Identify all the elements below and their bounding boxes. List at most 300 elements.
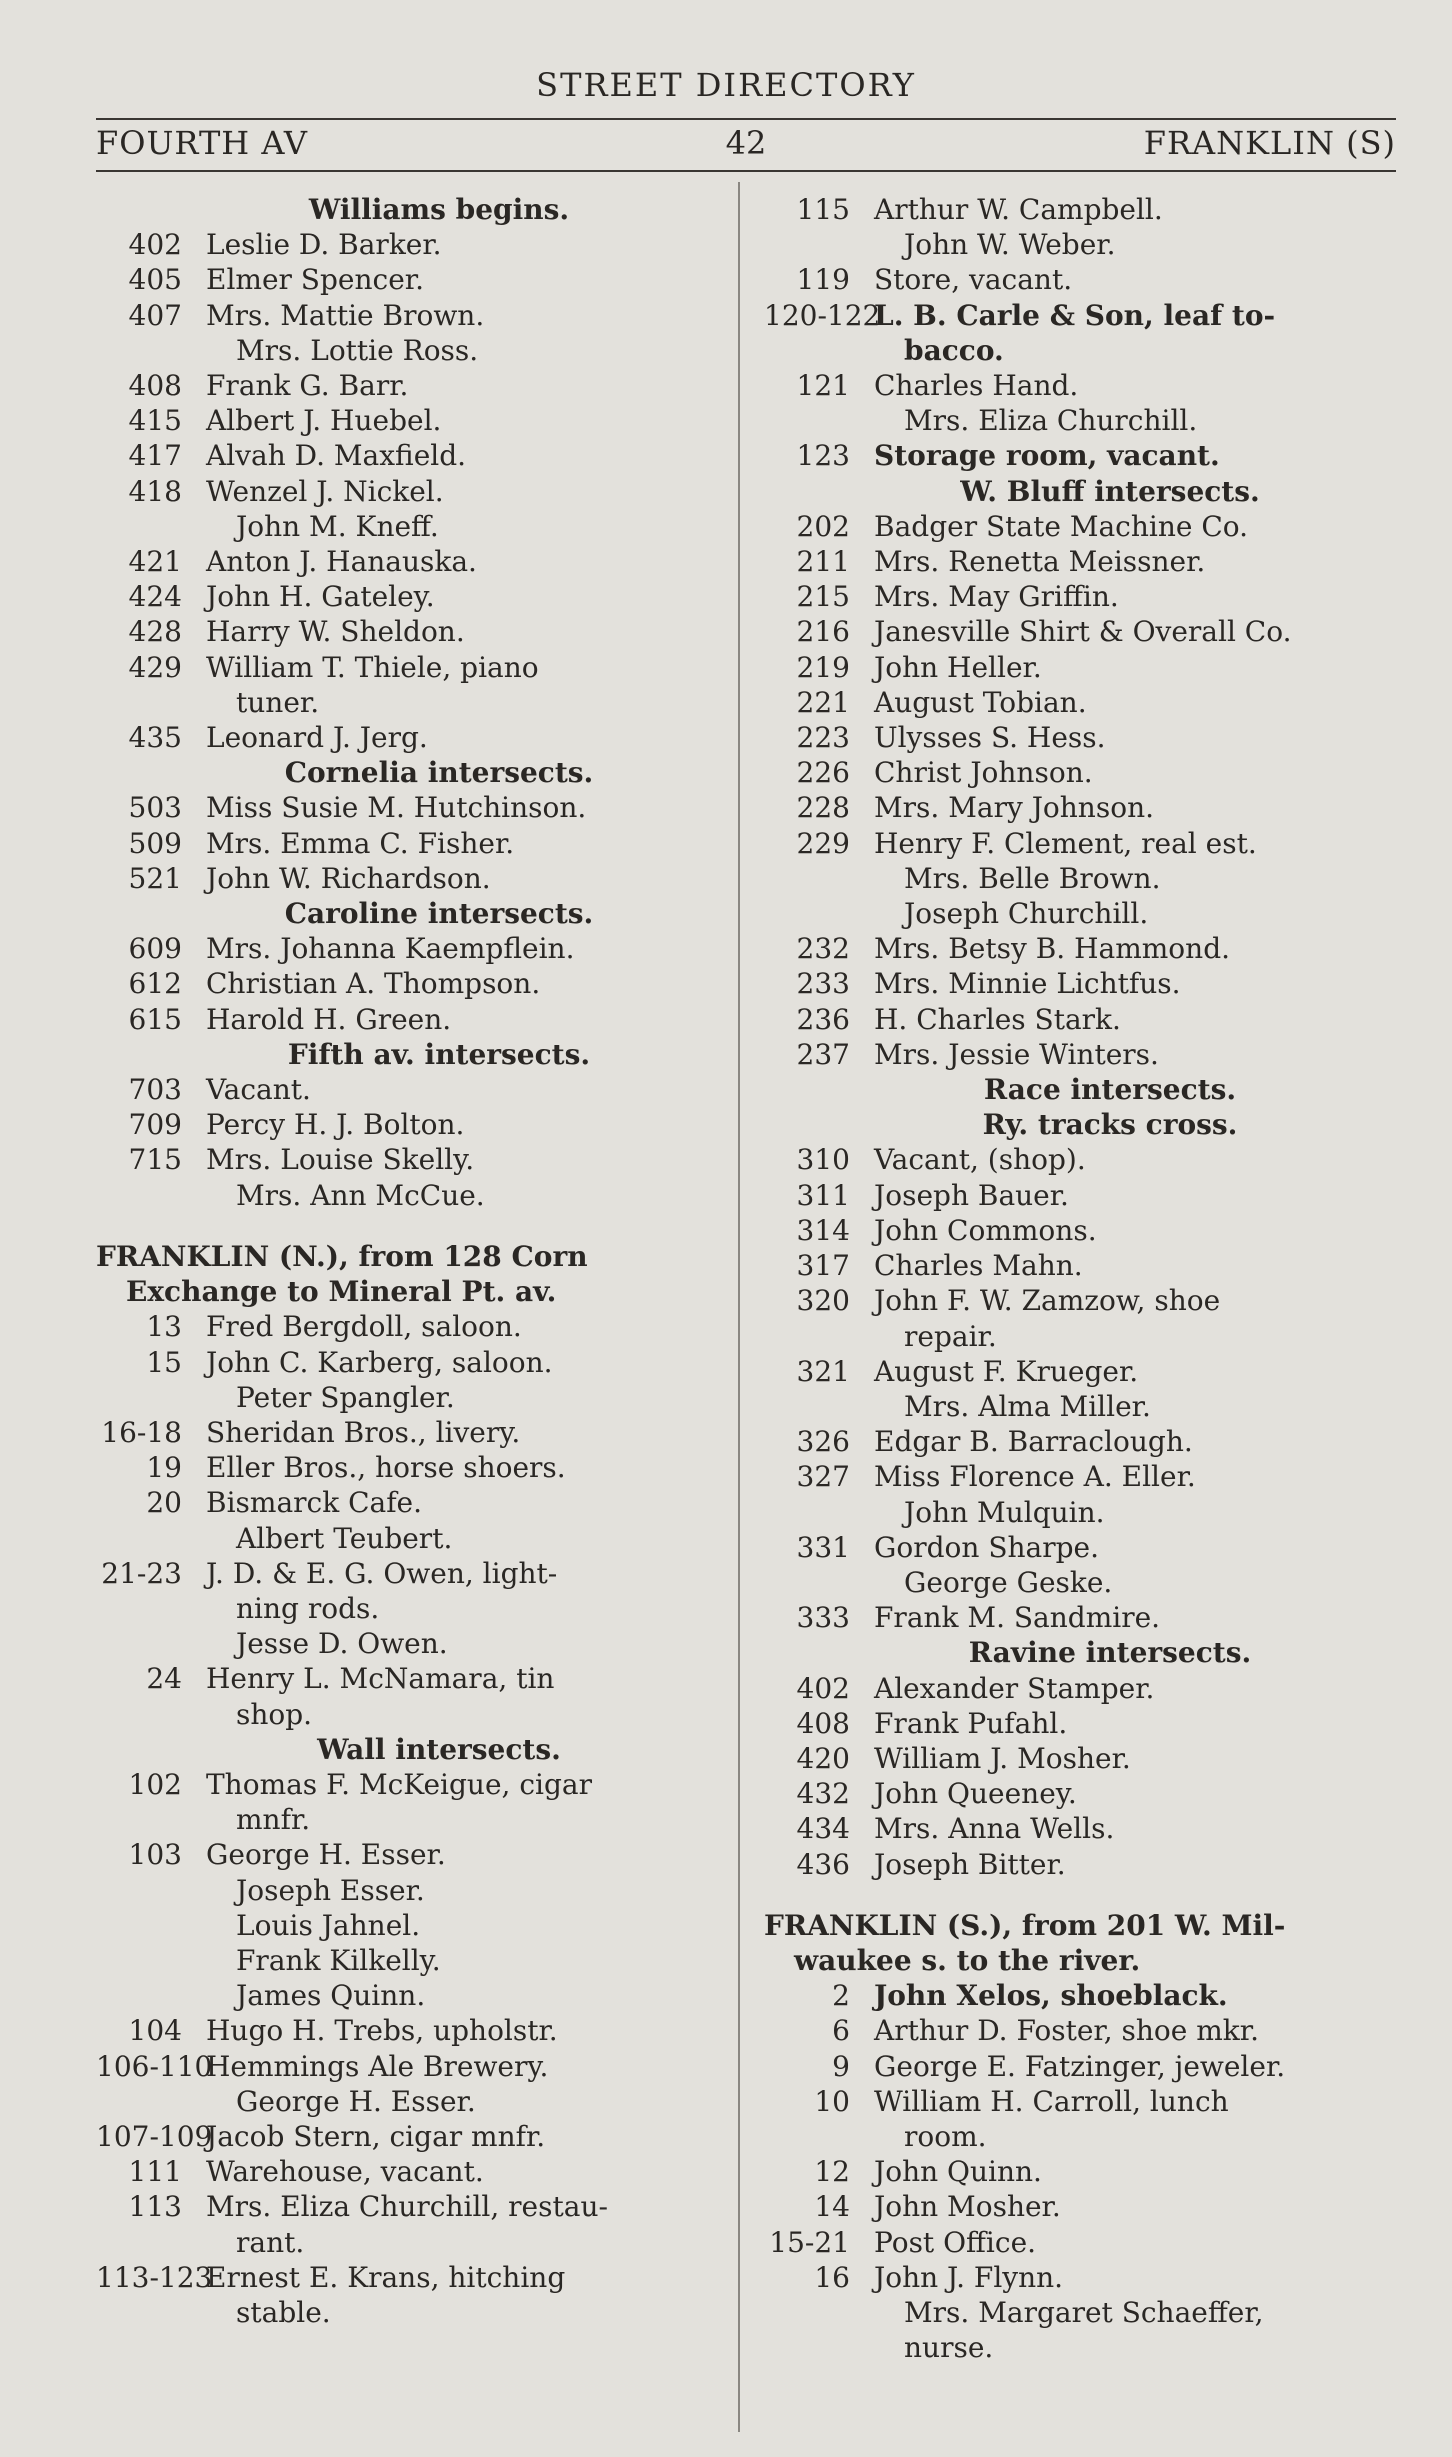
house-number: [96, 1873, 206, 1908]
house-number: [764, 896, 874, 931]
header-right-street: FRANKLIN (S): [1143, 124, 1396, 162]
resident-name: John M. Kneff.: [236, 509, 439, 543]
resident-name: Percy H. J. Bolton.: [206, 1108, 465, 1142]
directory-entry: [764, 790, 1396, 825]
directory-entry: [764, 1495, 1396, 1530]
resident-name: Mrs. Lottie Ross.: [236, 333, 479, 367]
resident-name: Post Office.: [874, 2225, 1037, 2259]
resident-name: Hemmings Ale Brewery.: [206, 2049, 549, 2083]
resident-name: Peter Spangler.: [236, 1380, 455, 1414]
directory-entry: [764, 1706, 1396, 1741]
resident-name: ning rods.: [236, 1591, 380, 1625]
house-number: 435: [128, 721, 182, 755]
resident-name: repair.: [904, 1319, 997, 1353]
directory-entry: [764, 931, 1396, 966]
directory-entry: [96, 720, 722, 755]
resident-name: Ernest E. Krans, hitching: [206, 2260, 566, 2294]
house-number: 320: [796, 1284, 850, 1318]
house-number: [96, 685, 206, 720]
house-number: 615: [128, 1002, 182, 1036]
resident-name: Henry L. McNamara, tin: [206, 1662, 555, 1696]
resident-name: Albert Teubert.: [236, 1521, 453, 1555]
intersection-heading: Wall intersects.: [317, 1732, 561, 1766]
directory-entry: [96, 1002, 722, 1037]
house-number: 12: [814, 2155, 850, 2189]
house-number: 521: [128, 861, 182, 895]
directory-entry: [96, 298, 722, 333]
house-number: 221: [796, 685, 850, 719]
directory-entry: [96, 1697, 722, 1732]
house-number: 233: [796, 967, 850, 1001]
resident-name: Joseph Churchill.: [904, 897, 1149, 931]
intersection-heading: Ravine intersects.: [968, 1636, 1252, 1670]
house-number: [96, 1943, 206, 1978]
directory-entry: [764, 2330, 1396, 2365]
resident-name: nurse.: [904, 2331, 994, 2365]
resident-name: Mrs. Alma Miller.: [904, 1389, 1151, 1423]
house-number: 226: [796, 756, 850, 790]
directory-entry: [764, 1389, 1396, 1424]
running-header: [96, 124, 1396, 168]
house-number: 429: [128, 650, 182, 684]
resident-name: John Mosher.: [874, 2190, 1061, 2224]
house-number: [96, 1978, 206, 2013]
house-number: 428: [128, 615, 182, 649]
house-number: [764, 861, 874, 896]
directory-entry: [764, 1741, 1396, 1776]
directory-entry: [764, 861, 1396, 896]
house-number: [764, 1319, 874, 1354]
house-number: [96, 1626, 206, 1661]
directory-entry: [96, 227, 722, 262]
directory-entry: [764, 2154, 1396, 2189]
house-number: [96, 2084, 206, 2119]
resident-name: Gordon Sharpe.: [874, 1530, 1100, 1564]
left-column: [96, 192, 722, 2330]
directory-entry: [96, 1908, 722, 1943]
directory-entry: [96, 509, 722, 544]
resident-name: L. B. Carle & Son, leaf to-: [874, 298, 1276, 332]
resident-name: August Tobian.: [874, 685, 1087, 719]
resident-name: William T. Thiele, piano: [206, 650, 539, 684]
directory-entry: [764, 2225, 1396, 2260]
house-number: 503: [128, 791, 182, 825]
directory-entry: [96, 826, 722, 861]
resident-name: John F. W. Zamzow, shoe: [874, 1284, 1221, 1318]
house-number: 119: [796, 263, 850, 297]
header-rule-top: [96, 118, 1396, 120]
resident-name: Vacant.: [206, 1073, 311, 1107]
directory-entry: [96, 1767, 722, 1802]
directory-entry: [764, 1424, 1396, 1459]
directory-entry: [96, 2119, 722, 2154]
directory-entry: [764, 579, 1396, 614]
directory-entry: [96, 966, 722, 1001]
header-rule-bottom: [96, 170, 1396, 172]
house-number: 104: [128, 2014, 182, 2048]
directory-entry: [96, 1943, 722, 1978]
resident-name: John W. Richardson.: [206, 861, 491, 895]
house-number: 15: [146, 1345, 182, 1379]
resident-name: Hugo H. Trebs, upholstr.: [206, 2014, 558, 2048]
directory-entry: [96, 1345, 722, 1380]
house-number: [96, 1178, 206, 1213]
directory-entry: [96, 2260, 722, 2295]
resident-name: George H. Esser.: [206, 1838, 446, 1872]
directory-entry: [96, 2013, 722, 2048]
house-number: 111: [128, 2155, 182, 2189]
house-number: 223: [796, 721, 850, 755]
intersection-heading: W. Bluff intersects.: [960, 474, 1260, 508]
house-number: 107-109: [96, 2119, 213, 2153]
resident-name: Mrs. Renetta Meissner.: [874, 545, 1206, 579]
house-number: 229: [796, 826, 850, 860]
resident-name: Wenzel J. Nickel.: [206, 474, 444, 508]
house-number: 509: [128, 826, 182, 860]
intersection-heading: Cornelia intersects.: [284, 756, 594, 790]
house-number: 434: [796, 1812, 850, 1846]
house-number: 16-18: [101, 1415, 182, 1449]
directory-entry: [96, 1661, 722, 1696]
directory-entry: [764, 2260, 1396, 2295]
directory-entry: [764, 2084, 1396, 2119]
directory-entry: [96, 2189, 722, 2224]
directory-entry: [764, 650, 1396, 685]
house-number: 219: [796, 650, 850, 684]
house-number: [96, 2225, 206, 2260]
resident-name: Harry W. Sheldon.: [206, 615, 465, 649]
directory-entry: [96, 2049, 722, 2084]
directory-entry: [96, 650, 722, 685]
intersection-heading: Fifth av. intersects.: [287, 1037, 591, 1071]
house-number: [96, 1908, 206, 1943]
directory-entry: [764, 2013, 1396, 2048]
house-number: 20: [146, 1486, 182, 1520]
house-number: 327: [796, 1460, 850, 1494]
house-number: 113-123: [96, 2260, 213, 2294]
directory-entry: [764, 1978, 1396, 2013]
house-number: 424: [128, 580, 182, 614]
resident-name: Eller Bros., horse shoers.: [206, 1451, 566, 1485]
resident-name: Leonard J. Jerg.: [206, 721, 428, 755]
house-number: 317: [796, 1249, 850, 1283]
house-number: 314: [796, 1213, 850, 1247]
house-number: [764, 2295, 874, 2330]
resident-name: Mrs. Johanna Kaempflein.: [206, 932, 575, 966]
directory-entry: [96, 262, 722, 297]
house-number: 123: [796, 439, 850, 473]
resident-name: Joseph Esser.: [236, 1873, 425, 1907]
house-number: [96, 1697, 206, 1732]
house-number: 703: [128, 1073, 182, 1107]
resident-name: Janesville Shirt & Overall Co.: [874, 615, 1292, 649]
resident-name: Frank G. Barr.: [206, 369, 409, 403]
resident-name: Miss Florence A. Eller.: [874, 1460, 1196, 1494]
directory-entry: [96, 1485, 722, 1520]
house-number: 216: [796, 615, 850, 649]
resident-name: shop.: [236, 1697, 313, 1731]
resident-name: August F. Krueger.: [874, 1354, 1139, 1388]
directory-entry: [96, 2154, 722, 2189]
resident-name: Fred Bergdoll, saloon.: [206, 1310, 522, 1344]
resident-name: Mrs. Ann McCue.: [236, 1178, 485, 1212]
directory-entry: [96, 1142, 722, 1177]
resident-name: Edgar B. Barraclough.: [874, 1425, 1193, 1459]
directory-entry: [764, 1248, 1396, 1283]
right-column: [764, 192, 1396, 2365]
house-number: 612: [128, 967, 182, 1001]
resident-name: William H. Carroll, lunch: [874, 2084, 1229, 2118]
directory-entry: [96, 333, 722, 368]
resident-name: Frank Kilkelly.: [236, 1943, 441, 1977]
directory-entry: [96, 1380, 722, 1415]
resident-name: Mrs. Eliza Churchill, restau-: [206, 2190, 608, 2224]
resident-name: H. Charles Stark.: [874, 1002, 1121, 1036]
resident-name: John Xelos, shoeblack.: [874, 1979, 1228, 2013]
directory-entry: [764, 333, 1396, 368]
intersection-heading: Ry. tracks cross.: [982, 1108, 1238, 1142]
directory-entry: [764, 1459, 1396, 1494]
directory-entry: [764, 1530, 1396, 1565]
street-heading: [96, 1239, 722, 1309]
directory-entry: [764, 1002, 1396, 1037]
resident-name: Mrs. Margaret Schaeffer,: [904, 2295, 1264, 2329]
directory-entry: [764, 1847, 1396, 1882]
house-number: 609: [128, 932, 182, 966]
resident-name: room.: [904, 2119, 987, 2153]
house-number: 19: [146, 1451, 182, 1485]
house-number: [96, 509, 206, 544]
directory-entry: [96, 1591, 722, 1626]
directory-entry: [764, 544, 1396, 579]
directory-entry: [96, 1626, 722, 1661]
house-number: 10: [814, 2084, 850, 2118]
street-heading-line: Exchange to Mineral Pt. av.: [126, 1275, 557, 1309]
house-number: [764, 2330, 874, 2365]
house-number: [764, 333, 874, 368]
resident-name: Miss Susie M. Hutchinson.: [206, 791, 587, 825]
house-number: 9: [832, 2049, 850, 2083]
directory-entry: [96, 1415, 722, 1450]
directory-entry: [764, 966, 1396, 1001]
resident-name: Mrs. Belle Brown.: [904, 861, 1161, 895]
intersection-heading: Caroline intersects.: [284, 897, 594, 931]
resident-name: John W. Weber.: [904, 228, 1116, 262]
resident-name: Christian A. Thompson.: [206, 967, 541, 1001]
street-heading: [764, 1908, 1396, 1978]
resident-name: Alvah D. Maxfield.: [206, 439, 467, 473]
directory-entry: [96, 1309, 722, 1344]
resident-name: Frank M. Sandmire.: [874, 1601, 1161, 1635]
house-number: 24: [146, 1662, 182, 1696]
directory-entry: [764, 262, 1396, 297]
house-number: 228: [796, 791, 850, 825]
directory-entry: [764, 826, 1396, 861]
directory-entry: [764, 720, 1396, 755]
resident-name: Joseph Bitter.: [874, 1847, 1066, 1881]
house-number: 432: [796, 1777, 850, 1811]
resident-name: Elmer Spencer.: [206, 263, 424, 297]
directory-entry: [764, 192, 1396, 227]
house-number: [764, 227, 874, 262]
directory-entry: [764, 2189, 1396, 2224]
house-number: 215: [796, 580, 850, 614]
house-number: 421: [128, 545, 182, 579]
directory-entry: [96, 1521, 722, 1556]
house-number: 408: [128, 369, 182, 403]
resident-name: J. D. & E. G. Owen, light-: [206, 1556, 558, 1590]
resident-name: Anton J. Hanauska.: [206, 545, 477, 579]
house-number: [764, 1565, 874, 1600]
resident-name: John Queeney.: [874, 1777, 1077, 1811]
house-number: 6: [832, 2014, 850, 2048]
resident-name: George H. Esser.: [236, 2084, 476, 2118]
house-number: 14: [814, 2190, 850, 2224]
house-number: 402: [128, 228, 182, 262]
directory-entry: [764, 1037, 1396, 1072]
directory-entry: [764, 1776, 1396, 1811]
directory-entry: [764, 2295, 1396, 2330]
directory-entry: [764, 298, 1396, 333]
house-number: 436: [796, 1847, 850, 1881]
directory-entry: [764, 1671, 1396, 1706]
directory-entry: [764, 1811, 1396, 1846]
page-title: STREET DIRECTORY: [536, 66, 916, 104]
resident-name: Jacob Stern, cigar mnfr.: [206, 2119, 546, 2153]
directory-entry: [764, 1319, 1396, 1354]
directory-entry: [96, 438, 722, 473]
resident-name: Mrs. Minnie Lichtfus.: [874, 967, 1181, 1001]
resident-name: John C. Karberg, saloon.: [206, 1345, 553, 1379]
resident-name: Charles Hand.: [874, 369, 1079, 403]
house-number: 211: [796, 545, 850, 579]
directory-entry: [764, 1565, 1396, 1600]
resident-name: Mrs. Louise Skelly.: [206, 1143, 475, 1177]
resident-name: Joseph Bauer.: [874, 1178, 1069, 1212]
directory-entry: [96, 931, 722, 966]
house-number: 236: [796, 1002, 850, 1036]
resident-name: bacco.: [904, 333, 1004, 367]
house-number: 237: [796, 1037, 850, 1071]
resident-name: stable.: [236, 2295, 331, 2329]
directory-entry: [764, 1354, 1396, 1389]
street-heading-line: FRANKLIN (N.), from 128 Corn: [96, 1239, 588, 1273]
house-number: 15-21: [769, 2225, 850, 2259]
resident-name: John Heller.: [874, 650, 1042, 684]
resident-name: John H. Gateley.: [206, 580, 435, 614]
house-number: 113: [128, 2190, 182, 2224]
page-number: 42: [725, 124, 767, 162]
resident-name: Mrs. Emma C. Fisher.: [206, 826, 515, 860]
house-number: 202: [796, 509, 850, 543]
directory-entry: [96, 2084, 722, 2119]
directory-entry: [96, 1978, 722, 2013]
resident-name: Ulysses S. Hess.: [874, 721, 1106, 755]
directory-entry: [764, 509, 1396, 544]
directory-entry: [764, 685, 1396, 720]
house-number: 13: [146, 1310, 182, 1344]
house-number: [96, 1521, 206, 1556]
resident-name: Vacant, (shop).: [874, 1143, 1086, 1177]
directory-entry: [764, 2049, 1396, 2084]
house-number: 232: [796, 932, 850, 966]
house-number: 16: [814, 2260, 850, 2294]
directory-entry: [96, 1873, 722, 1908]
resident-name: Bismarck Cafe.: [206, 1486, 423, 1520]
directory-entry: [764, 2119, 1396, 2154]
resident-name: mnfr.: [236, 1803, 311, 1837]
resident-name: Mrs. Betsy B. Hammond.: [874, 932, 1231, 966]
resident-name: Mrs. Eliza Churchill.: [904, 404, 1198, 438]
resident-name: Arthur W. Campbell.: [874, 193, 1163, 226]
directory-entry: [764, 403, 1396, 438]
resident-name: George Geske.: [904, 1565, 1113, 1599]
resident-name: Store, vacant.: [874, 263, 1073, 297]
directory-entry: [96, 1450, 722, 1485]
house-number: 407: [128, 298, 182, 332]
directory-entry: [96, 1107, 722, 1142]
resident-name: James Quinn.: [236, 1979, 426, 2013]
resident-name: Leslie D. Barker.: [206, 228, 442, 262]
resident-name: Mrs. Jessie Winters.: [874, 1037, 1159, 1071]
directory-entry: [96, 1802, 722, 1837]
house-number: [764, 2119, 874, 2154]
directory-entry: [96, 403, 722, 438]
resident-name: Harold H. Green.: [206, 1002, 452, 1036]
resident-name: Thomas F. McKeigue, cigar: [206, 1767, 592, 1801]
resident-name: tuner.: [236, 685, 320, 719]
resident-name: Albert J. Huebel.: [206, 404, 442, 438]
resident-name: Jesse D. Owen.: [236, 1627, 448, 1661]
directory-entry: [96, 1837, 722, 1872]
directory-entry: [96, 368, 722, 403]
house-number: 102: [128, 1767, 182, 1801]
house-number: 115: [796, 193, 850, 226]
house-number: [764, 403, 874, 438]
resident-name: Mrs. Mary Johnson.: [874, 791, 1154, 825]
street-heading-line: waukee s. to the river.: [794, 1943, 1141, 1977]
house-number: [96, 1380, 206, 1415]
resident-name: Louis Jahnel.: [236, 1908, 421, 1942]
directory-entry: [764, 1600, 1396, 1635]
resident-name: Arthur D. Foster, shoe mkr.: [874, 2014, 1259, 2048]
resident-name: Mrs. Anna Wells.: [874, 1812, 1115, 1846]
resident-name: Frank Pufahl.: [874, 1706, 1068, 1740]
header-left-street: FOURTH AV: [96, 124, 308, 162]
house-number: 310: [796, 1143, 850, 1177]
resident-name: Charles Mahn.: [874, 1249, 1083, 1283]
house-number: [96, 333, 206, 368]
directory-entry: [96, 1556, 722, 1591]
directory-entry: [96, 544, 722, 579]
resident-name: Mrs. May Griffin.: [874, 580, 1119, 614]
house-number: 408: [796, 1706, 850, 1740]
house-number: 120-122: [764, 298, 881, 332]
resident-name: Warehouse, vacant.: [206, 2155, 484, 2189]
resident-name: Christ Johnson.: [874, 756, 1093, 790]
intersection-heading: Race intersects.: [983, 1073, 1237, 1107]
resident-name: John Mulquin.: [904, 1495, 1105, 1529]
directory-entry: [764, 1178, 1396, 1213]
house-number: 331: [796, 1530, 850, 1564]
directory-entry: [764, 1213, 1396, 1248]
resident-name: John Quinn.: [874, 2155, 1042, 2189]
house-number: [96, 1591, 206, 1626]
house-number: 402: [796, 1671, 850, 1705]
resident-name: George E. Fatzinger, jeweler.: [874, 2049, 1286, 2083]
house-number: 417: [128, 439, 182, 473]
resident-name: Sheridan Bros., livery.: [206, 1415, 521, 1449]
